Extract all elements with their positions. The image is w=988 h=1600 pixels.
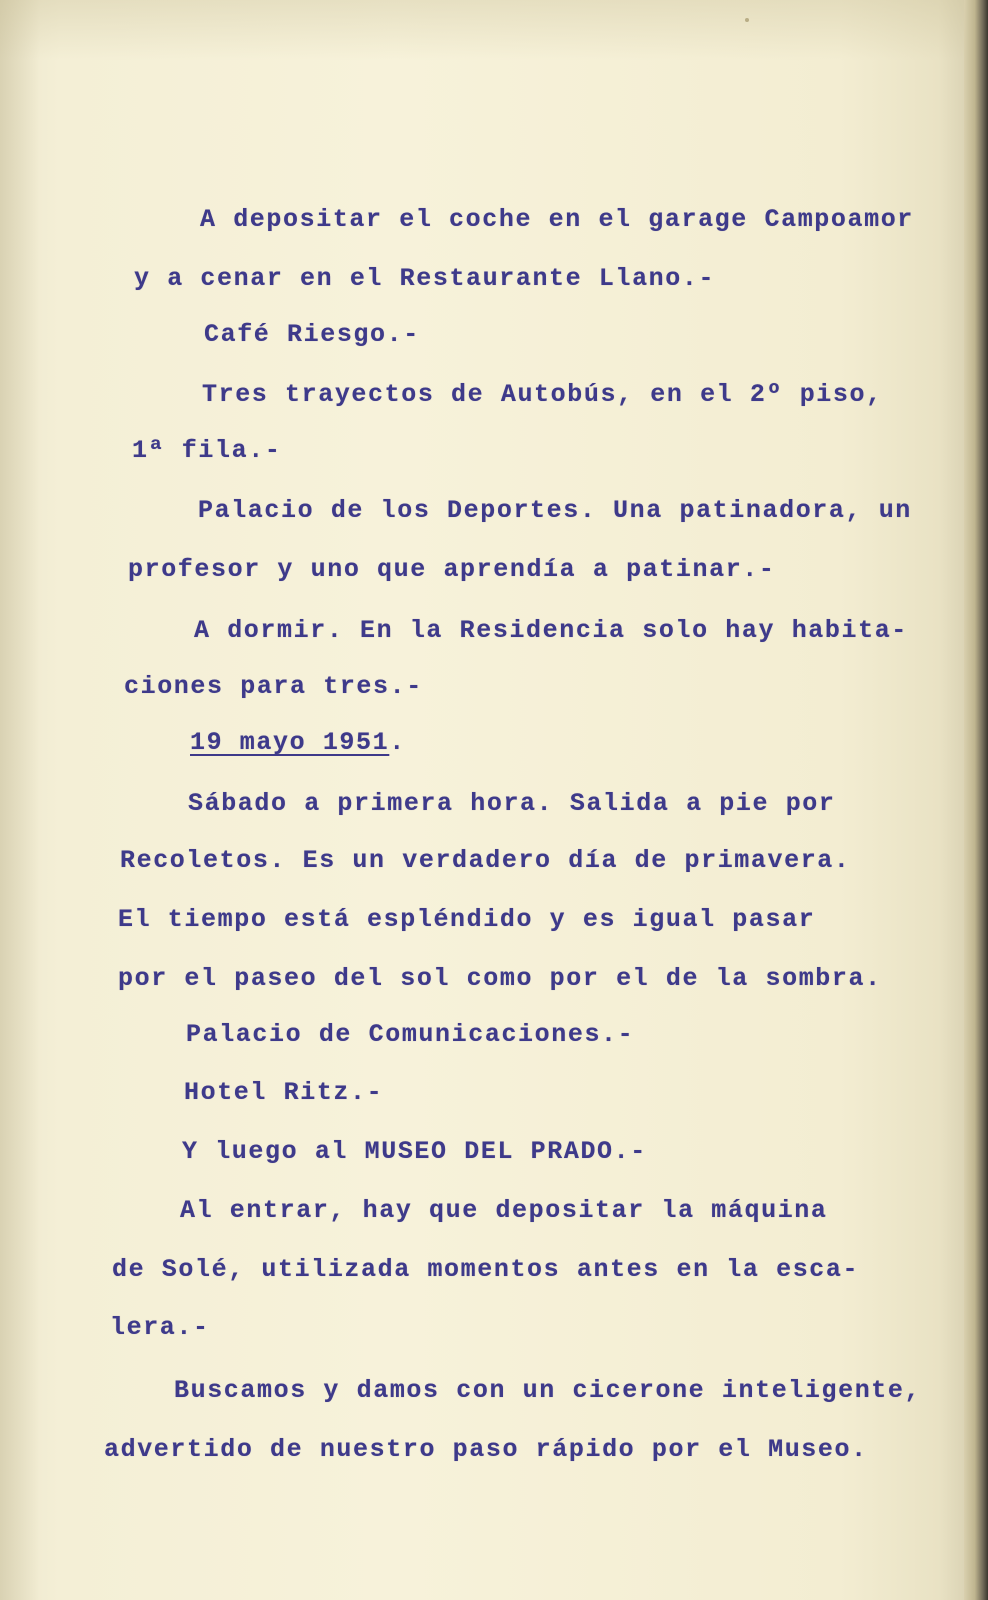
text-line: y a cenar en el Restaurante Llano.- (134, 264, 716, 293)
text-line: Al entrar, hay que depositar la máquina (180, 1196, 828, 1225)
text-line: Palacio de Comunicaciones.- (186, 1020, 635, 1049)
date-heading-period: . (389, 728, 406, 757)
date-heading: 19 mayo 1951 (190, 728, 390, 757)
text-line: lera.- (110, 1313, 210, 1342)
text-line: Recoletos. Es un verdadero día de primavera. (120, 846, 851, 875)
text-line: profesor y uno que aprendía a patinar.- (128, 555, 776, 584)
text-line: Y luego al MUSEO DEL PRADO.- (182, 1137, 647, 1166)
text-line: Palacio de los Deportes. Una patinadora, un (198, 496, 912, 525)
text-line: Sábado a primera hora. Salida a pie por (188, 789, 836, 818)
text-line: Buscamos y damos con un cicerone inteligente, (174, 1376, 922, 1405)
text-line: Café Riesgo.- (204, 320, 420, 349)
text-line: por el paseo del sol como por el de la sombra. (118, 964, 882, 993)
text-line: advertido de nuestro paso rápido por el Museo. (104, 1435, 868, 1464)
date-heading-line (190, 728, 406, 758)
text-line: 1ª fila.- (132, 436, 282, 465)
text-line: Hotel Ritz.- (184, 1078, 384, 1107)
text-line: A dormir. En la Residencia solo hay habita- (194, 616, 908, 645)
text-line: de Solé, utilizada momentos antes en la esca- (112, 1255, 860, 1284)
text-line: Tres trayectos de Autobús, en el 2º piso, (202, 380, 883, 409)
text-line: El tiempo está espléndido y es igual pasar (118, 905, 816, 934)
text-line: ciones para tres.- (124, 672, 423, 701)
text-line: A depositar el coche en el garage Campoamor (200, 205, 914, 234)
